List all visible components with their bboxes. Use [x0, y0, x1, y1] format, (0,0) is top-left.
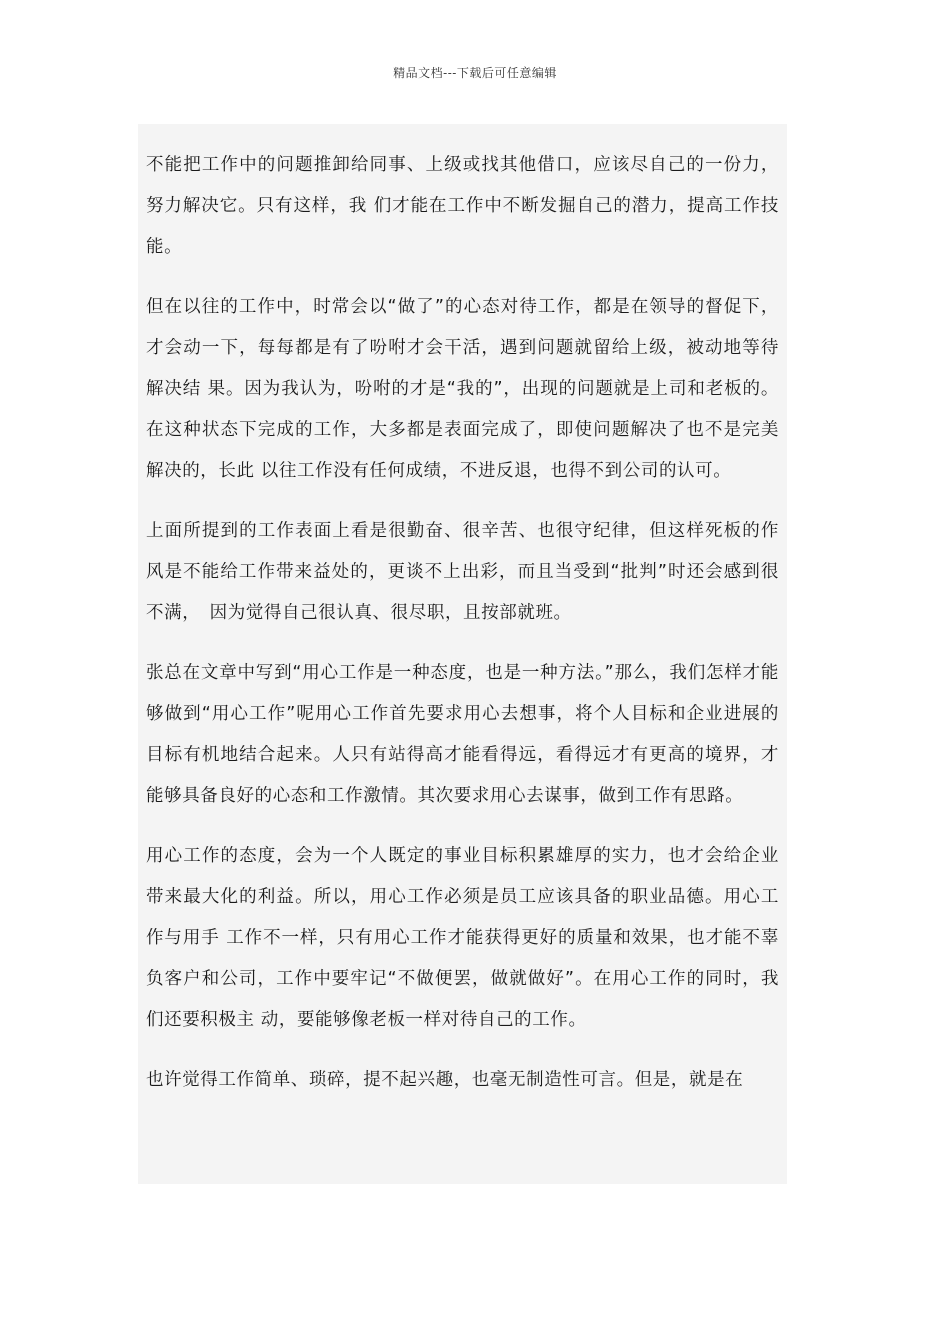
page-header: 精品文档---下载后可任意编辑 — [393, 66, 557, 80]
paragraph-5: 用心工作的态度，会为一个人既定的事业目标积累雄厚的实力，也才会给企业带来最大化的利益。所以，用心工作必须是员工应该具备的职业品德。用心工作与用手 工作不一样，只有用心工作才能获得更好的质量和效果，也才能不辜负客户和公司，工作中要牢记“不做便罢，做就做好”。在用心工作的同时，我们还要积极主 动，要能够像老板一样对待自己的工作。 — [146, 846, 779, 1030]
document-body — [138, 124, 787, 1184]
paragraph-6: 也许觉得工作简单、琐碎，提不起兴趣，也毫无制造性可言。但是，就是在 — [146, 1070, 744, 1090]
paragraph-2: 但在以往的工作中，时常会以“做了”的心态对待工作，都是在领导的督促下，才会动一下，每每都是有了吩咐才会干活，遇到问题就留给上级，被动地等待解决结 果。因为我认为，吩咐的才是“我的”，出现的问题就是上司和老板的。在这种状态下完成的工作，大多都是表面完成了，即使问题解决了也不是完美解决的，长此 以往工作没有任何成绩，不进反退，也得不到公司的认可。 — [146, 297, 779, 481]
paragraph-1: 不能把工作中的问题推卸给同事、上级或找其他借口，应该尽自己的一份力，努力解决它。只有这样，我 们才能在工作中不断发掘自己的潜力，提高工作技能。 — [146, 155, 779, 257]
paragraph-4: 张总在文章中写到“用心工作是一种态度，也是一种方法。”那么，我们怎样才能够做到“用心工作”呢用心工作首先要求用心去想事，将个人目标和企业进展的 目标有机地结合起来。人只有站得高才能看得远，看得远才有更高的境界，才能够具备良好的心态和工作激情。其次要求用心去谋事，做到工作有思路。 — [146, 663, 779, 806]
paragraph-3: 上面所提到的工作表面上看是很勤奋、很辛苦、也很守纪律，但这样死板的作风是不能给工作带来益处的，更谈不上出彩，而且当受到“批判”时还会感到很不满， 因为觉得自己很认真、很尽职，且按部就班。 — [146, 521, 779, 623]
